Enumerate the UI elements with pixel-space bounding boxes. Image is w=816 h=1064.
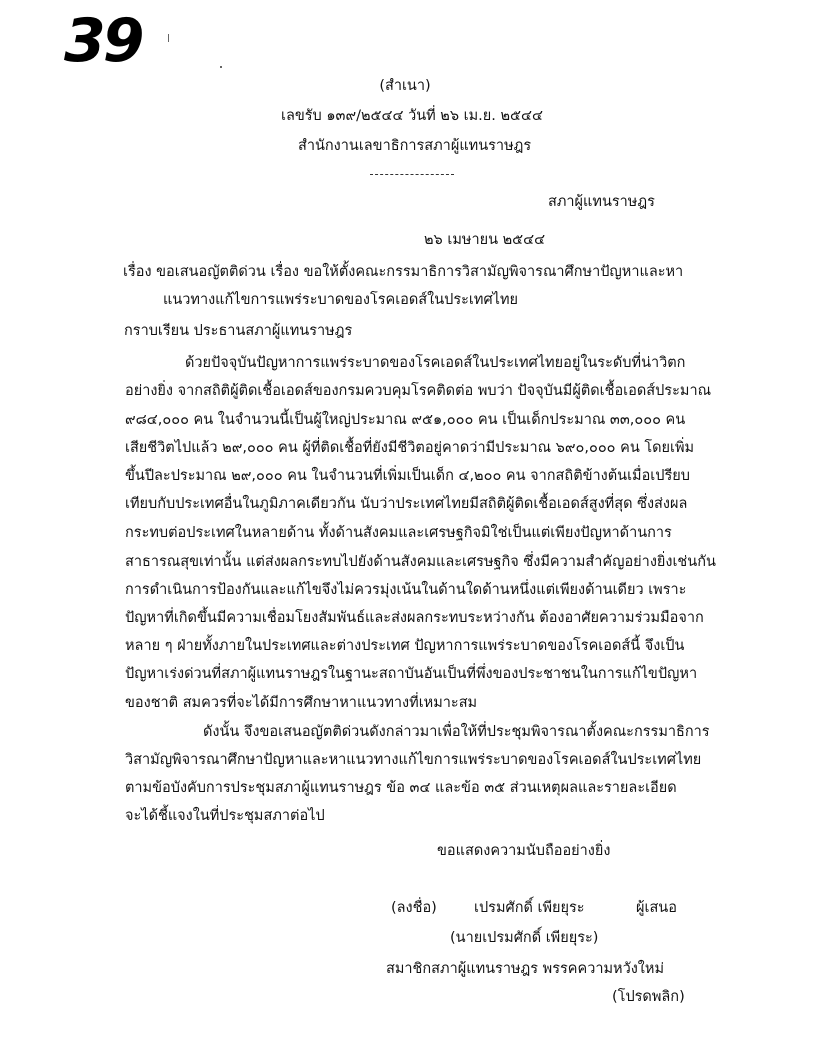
body-line: ๙๘๔,๐๐๐ คน ในจำนวนนี้เป็นผู้ใหญ่ประมาณ ๙๕๑,๐๐๐ คน เป็นเด็กประมาณ ๓๓,๐๐๐ คน <box>125 412 686 428</box>
date-line: ๒๖ เมษายน ๒๕๔๔ <box>424 232 546 248</box>
body-line: วิสามัญพิจารณาศึกษาปัญหาและหาแนวทางแก้ไขการแพร่ระบาดของโรคเอดส์ในประเทศไทย <box>125 752 702 768</box>
signer-role: ผู้เสนอ <box>636 900 677 916</box>
body-line: สาธารณสุขเท่านั้น แต่ส่งผลกระทบไปยังด้านสังคมและเศรษฐกิจ ซึ่งมีความสำคัญอย่างยิ่งเช่นกัน <box>125 554 716 570</box>
body-line: ปัญหาที่เกิดขึ้นมีความเชื่อมโยงสัมพันธ์และส่งผลกระทบระหว่างกัน ต้องอาศัยความร่วมมือจาก <box>125 610 704 626</box>
subject-line-2: แนวทางแก้ไขการแพร่ระบาดของโรคเอดส์ในประเทศไทย <box>163 292 518 308</box>
office-name: สำนักงานเลขาธิการสภาผู้แทนราษฎร <box>298 138 532 154</box>
copy-label: (สำเนา) <box>379 78 431 94</box>
handwritten-page-number: 39 <box>64 6 142 76</box>
body-line: ปัญหาเร่งด่วนที่สภาผู้แทนราษฎรในฐานะสถาบันอันเป็นที่พึ่งของประชาชนในการแก้ไขปัญหา <box>125 666 698 682</box>
signed-label: (ลงชื่อ) <box>391 900 437 916</box>
separator-line <box>370 174 454 175</box>
turn-page-note: (โปรดพลิก) <box>612 989 685 1005</box>
signer-name: เปรมศักดิ์ เพียยุระ <box>474 900 585 916</box>
subject-line-1: เรื่อง ขอเสนอญัตติด่วน เรื่อง ขอให้ตั้งคณะกรรมาธิการวิสามัญพิจารณาศึกษาปัญหาและหา <box>123 264 684 280</box>
body-line: ขึ้นปีละประมาณ ๒๙,๐๐๐ คน ในจำนวนที่เพิ่มเป็นเด็ก ๔,๒๐๐ คน จากสถิติข้างต้นเมื่อเปรียบ <box>125 468 690 484</box>
body-line: จะได้ชี้แจงในที่ประชุมสภาต่อไป <box>125 808 325 824</box>
body-line: เสียชีวิตไปแล้ว ๒๙,๐๐๐ คน ผู้ที่ติดเชื้อที่ยังมีชีวิตอยู่คาดว่ามีประมาณ ๖๙๐,๐๐๐ คน โดยเพิ่ม <box>125 440 695 456</box>
signer-full-name: (นายเปรมศักดิ์ เพียยุระ) <box>450 930 599 946</box>
closing-line: ขอแสดงความนับถืออย่างยิ่ง <box>437 843 611 859</box>
body-line: กระทบต่อประเทศในหลายด้าน ทั้งด้านสังคมและเศรษฐกิจมิใช่เป็นแต่เพียงปัญหาด้านการ <box>125 525 672 541</box>
received-number-line: เลขรับ ๑๓๙/๒๕๔๔ วันที่ ๒๖ เม.ย. ๒๕๔๔ <box>281 108 543 124</box>
body-line: เทียบกับประเทศอื่นในภูมิภาคเดียวกัน นับว่าประเทศไทยมีสถิติผู้ติดเชื้อเอดส์สูงที่สุด ซึ่งส่งผล <box>125 496 688 512</box>
signer-position: สมาชิกสภาผู้แทนราษฎร พรรคความหวังใหม่ <box>386 961 665 977</box>
scan-speck <box>168 34 169 42</box>
body-line: ด้วยปัจจุบันปัญหาการแพร่ระบาดของโรคเอดส์ในประเทศไทยอยู่ในระดับที่น่าวิตก <box>185 355 686 371</box>
body-line: การดำเนินการป้องกันและแก้ไขจึงไม่ควรมุ่งเน้นในด้านใดด้านหนึ่งแต่เพียงด้านเดียว เพราะ <box>125 582 687 598</box>
body-line: อย่างยิ่ง จากสถิติผู้ติดเชื้อเอดส์ของกรมควบคุมโรคติดต่อ พบว่า ปัจจุบันมีผู้ติดเชื้อเอดส์ประมาณ <box>125 383 712 399</box>
body-line: หลาย ๆ ฝ่ายทั้งภายในประเทศและต่างประเทศ ปัญหาการแพร่ระบาดของโรคเอดส์นี้ จึงเป็น <box>125 638 685 654</box>
body-line: ของชาติ สมควรที่จะได้มีการศึกษาหาแนวทางที่เหมาะสม <box>125 695 478 711</box>
body-line: ดังนั้น จึงขอเสนอญัตติด่วนดังกล่าวมาเพื่อให้ที่ประชุมพิจารณาตั้งคณะกรรมาธิการ <box>203 724 710 740</box>
body-line: ตามข้อบังคับการประชุมสภาผู้แทนราษฎร ข้อ ๓๔ และข้อ ๓๕ ส่วนเหตุผลและรายละเอียด <box>125 780 677 796</box>
scan-speck <box>220 66 222 68</box>
place-line: สภาผู้แทนราษฎร <box>548 194 655 210</box>
salutation: กราบเรียน ประธานสภาผู้แทนราษฎร <box>124 323 353 339</box>
